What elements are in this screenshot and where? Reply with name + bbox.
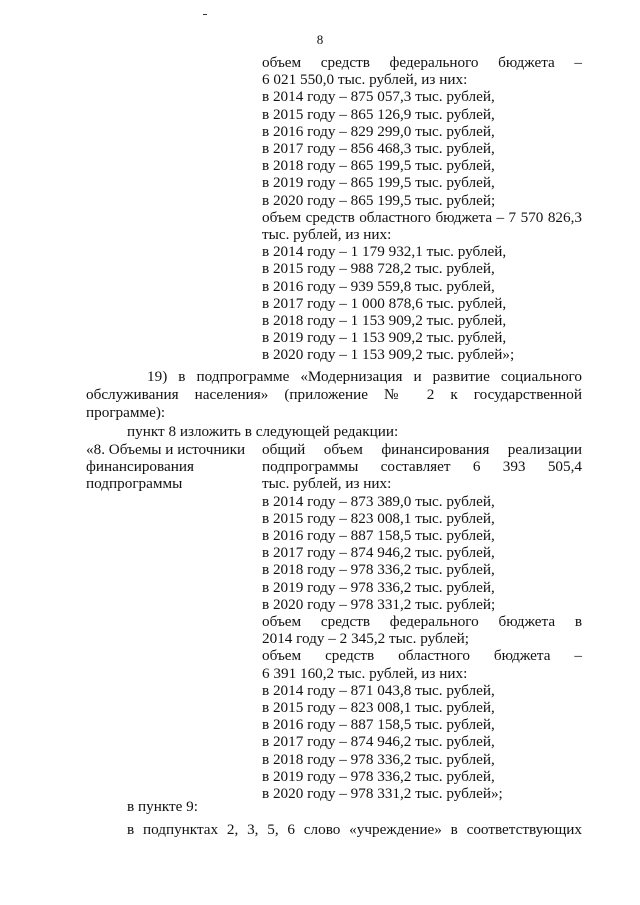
point8-intro: пункт 8 изложить в следующей редакции: <box>127 423 399 440</box>
top-block-line: в 2015 году – 988 728,2 тыс. рублей, <box>262 260 495 278</box>
subprogram-funding-line: в 2017 году – 874 946,2 тыс. рублей, <box>262 544 495 562</box>
subprogram-funding-line: в 2014 году – 873 389,0 тыс. рублей, <box>262 492 495 510</box>
top-block-line: в 2019 году – 1 153 909,2 тыс. рублей, <box>262 329 507 347</box>
paragraph-19-line: обслуживания населения» (приложение № 2 к государственной <box>86 386 582 403</box>
top-block-line: в 2018 году – 865 199,5 тыс. рублей, <box>262 157 495 175</box>
subprogram-funding-line: в 2019 году – 978 336,2 тыс. рублей, <box>262 767 495 785</box>
subprogram-funding-line: в 2015 году – 823 008,1 тыс. рублей, <box>262 699 495 716</box>
subprogram-label-line: «8. Объемы и источники <box>86 441 246 458</box>
subprogram-funding-line: в 2015 году – 823 008,1 тыс. рублей, <box>262 509 495 527</box>
subprogram-funding-line: тыс. рублей, из них: <box>262 475 392 493</box>
top-block-line: в 2019 году – 865 199,5 тыс. рублей, <box>262 174 495 192</box>
top-block-line: объем средств областного бюджета – 7 570 826,3 <box>262 208 582 226</box>
subprogram-funding-line: в 2016 году – 887 158,5 тыс. рублей, <box>262 527 495 544</box>
subprogram-funding-line: 6 391 160,2 тыс. рублей, из них: <box>262 664 468 682</box>
subprogram-funding-line: общий объем финансирования реализации <box>262 441 582 458</box>
subprogram-funding-line: в 2020 году – 978 331,2 тыс. рублей»; <box>262 785 503 802</box>
subprogram-funding-line: подпрограммы составляет 6 393 505,4 <box>262 458 582 476</box>
subprogram-funding-line: в 2020 году – 978 331,2 тыс. рублей; <box>262 595 496 613</box>
top-block-line: в 2016 году – 939 559,8 тыс. рублей, <box>262 277 495 295</box>
subprogram-funding-line: в 2018 году – 978 336,2 тыс. рублей, <box>262 561 495 579</box>
subprogram-funding-line: в 2017 году – 874 946,2 тыс. рублей, <box>262 733 495 751</box>
subprogram-label-line: подпрограммы <box>86 475 183 493</box>
top-block-line: в 2018 году – 1 153 909,2 тыс. рублей, <box>262 312 507 329</box>
top-block-line: в 2014 году – 875 057,3 тыс. рублей, <box>262 88 495 106</box>
top-block-line: в 2017 году – 856 468,3 тыс. рублей, <box>262 140 495 157</box>
top-block-line: в 2016 году – 829 299,0 тыс. рублей, <box>262 122 495 140</box>
subprogram-funding-line: в 2018 году – 978 336,2 тыс. рублей, <box>262 750 495 768</box>
paragraph-19-line: программе): <box>86 404 166 421</box>
page-number: 8 <box>316 32 324 47</box>
top-block-line: в 2017 году – 1 000 878,6 тыс. рублей, <box>262 294 507 312</box>
top-block-line: в 2014 году – 1 179 932,1 тыс. рублей, <box>262 243 507 261</box>
subprogram-funding-line: в 2014 году – 871 043,8 тыс. рублей, <box>262 681 495 699</box>
subprogram-funding-line: в 2016 году – 887 158,5 тыс. рублей, <box>262 716 495 734</box>
paragraph-19-line: 19) в подпрограмме «Модернизация и развитие социального <box>147 368 582 385</box>
top-block-line: 6 021 550,0 тыс. рублей, из них: <box>262 71 468 89</box>
subprogram-funding-line: в 2019 году – 978 336,2 тыс. рублей, <box>262 578 495 596</box>
top-block-line: в 2015 году – 865 126,9 тыс. рублей, <box>262 105 495 123</box>
subprogram-funding-line: 2014 году – 2 345,2 тыс. рублей; <box>262 630 470 648</box>
last-line: в подпунктах 2, 3, 5, 6 слово «учреждение» в соответствующих <box>127 821 582 838</box>
subprogram-funding-line: объем средств областного бюджета – <box>262 647 582 665</box>
scan-speck <box>203 14 207 15</box>
subprogram-label-line: финансирования <box>86 458 194 476</box>
subprogram-funding-line: объем средств федерального бюджета в <box>262 613 582 630</box>
top-block-line: объем средств федерального бюджета – <box>262 54 582 71</box>
point9-intro: в пункте 9: <box>127 798 198 815</box>
top-block-line: в 2020 году – 1 153 909,2 тыс. рублей»; <box>262 346 515 364</box>
top-block-line: в 2020 году – 865 199,5 тыс. рублей; <box>262 191 496 209</box>
top-block-line: тыс. рублей, из них: <box>262 226 392 243</box>
